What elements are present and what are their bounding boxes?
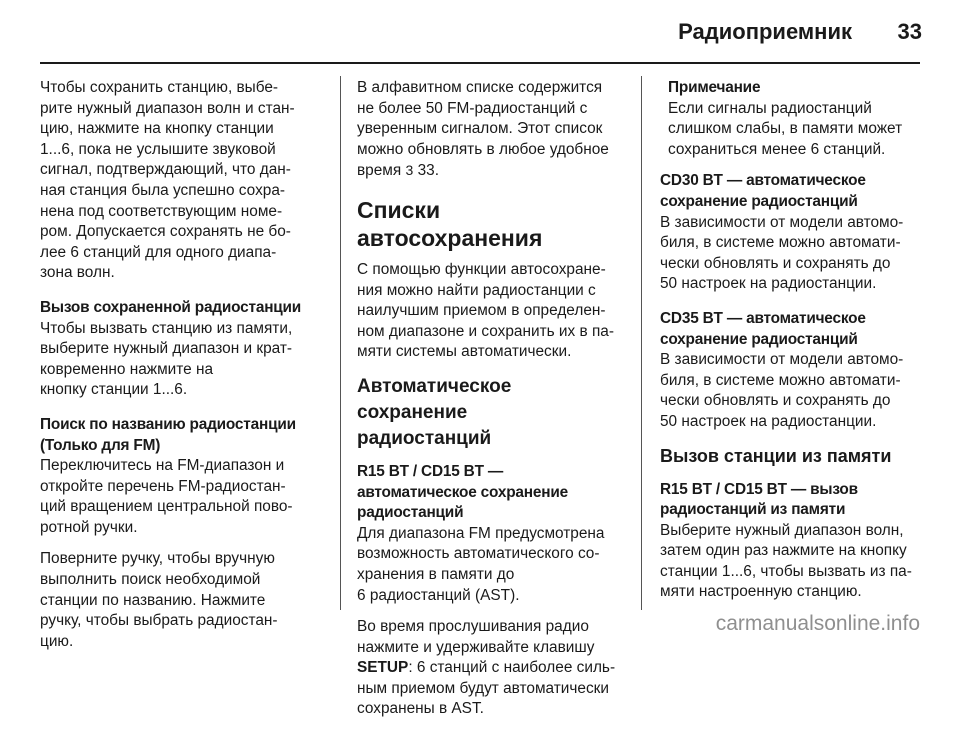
paragraph-search-1: Переключитесь на FM-диапазон и откройте перечень FM-радиостан- ций вращением центральной пово- ротной ручки. bbox=[40, 457, 293, 536]
paragraph-cd35: В зависимости от модели автомо- биля, в системе можно автомати- чески обновлять и сохранять до 50 настроек на радиостанции. bbox=[660, 351, 904, 430]
paragraph-store-station: Чтобы сохранить станцию, выбе- рите нужный диапазон волн и стан- цию, нажмите на кнопку станции 1...6, пока не услышите звуковой сигнал, подтверждающий, что дан- ная станция была успешно сохра- нена под соответствующим номе- ром. Допускается сохранять не бо- лее 6 станций для одного диапа- зона волн. bbox=[40, 79, 295, 282]
paragraph-r15-recall: Выберите нужный диапазон волн, затем один раз нажмите на кнопку станции 1...6, чтобы вызвать из па- мяти настроенную станцию. bbox=[660, 521, 912, 601]
page-reference: 33. bbox=[413, 162, 439, 180]
note-title: Примечание bbox=[668, 79, 761, 96]
heading-r15-recall: R15 BT / CD15 BT — вызов радиостанций из памяти bbox=[660, 480, 858, 519]
page-reference-arrow-icon: 3 bbox=[405, 162, 414, 179]
column-right bbox=[660, 78, 922, 614]
paragraph-text: : 6 станций с наиболее силь- ным приемом будут автоматически сохранены в AST. bbox=[357, 659, 616, 718]
note-text: Если сигналы радиостанций слишком слабы, в памяти может сохраниться менее 6 станций. bbox=[668, 99, 903, 158]
heading-recall-station: Вызов сохраненной радиостанции bbox=[40, 298, 302, 316]
paragraph-r15-autosave-2 bbox=[357, 617, 625, 720]
heading-recall-from-memory: Вызов станции из памяти bbox=[660, 445, 892, 466]
heading-cd35-autosave: CD35 BT — автоматическое сохранение радиостанций bbox=[660, 309, 866, 348]
heading-cd30-autosave: CD30 BT — автоматическое сохранение радиостанций bbox=[660, 172, 866, 210]
page-title: Радиоприемник bbox=[678, 19, 852, 44]
note-block bbox=[668, 78, 922, 160]
watermark: carmanualsonline.info bbox=[715, 612, 920, 635]
paragraph-alphabetic-list bbox=[357, 78, 625, 182]
paragraph-text: Во время прослушивания радио нажмите и удерживайте клавишу bbox=[357, 618, 595, 656]
header-divider bbox=[40, 62, 920, 64]
heading-autosave-stations: Автоматическое сохранение радиостанций bbox=[357, 375, 512, 449]
heading-search-by-name: Поиск по названию радиостанции (Только для FM) bbox=[40, 415, 296, 454]
column-divider bbox=[641, 76, 642, 610]
page-number: 33 bbox=[897, 19, 922, 44]
setup-key-label: SETUP bbox=[357, 659, 409, 677]
paragraph-autosave: С помощью функции автосохране- ния можно найти радиостанции с наилучшим приемом в определен- ном диапазоне и сохранить их в па- мяти системы автоматически. bbox=[357, 260, 614, 361]
heading-autosave-lists: Списки автосохранения bbox=[357, 196, 543, 251]
column-middle bbox=[357, 78, 625, 731]
heading-r15-autosave: R15 BT / CD15 BT — автоматическое сохранение радиостанций bbox=[357, 462, 568, 522]
paragraph-recall-station: Чтобы вызвать станцию из памяти, выберите нужный диапазон и крат- ковременно нажмите на кнопку станции 1...6. bbox=[40, 319, 293, 399]
paragraph-cd30: В зависимости от модели автомо- биля, в системе можно автомати- чески обновлять и сохранять до 50 настроек на радиостанции. bbox=[660, 213, 904, 293]
paragraph-text: В алфавитном списке содержится не более 50 FM-радиостанций с уверенным сигналом. Этот список можно обновлять в любое удобное время bbox=[357, 79, 609, 180]
column-left bbox=[40, 78, 325, 663]
paragraph-r15-autosave-1: Для диапазона FM предусмотрена возможность автоматического со- хранения в памяти до 6 радиостанций (AST). bbox=[357, 524, 605, 604]
paragraph-search-2: Поверните ручку, чтобы вручную выполнить поиск необходимой станции по названию. Нажмите ручку, чтобы выбрать радиостан- цию. bbox=[40, 550, 278, 650]
column-divider bbox=[340, 76, 341, 610]
